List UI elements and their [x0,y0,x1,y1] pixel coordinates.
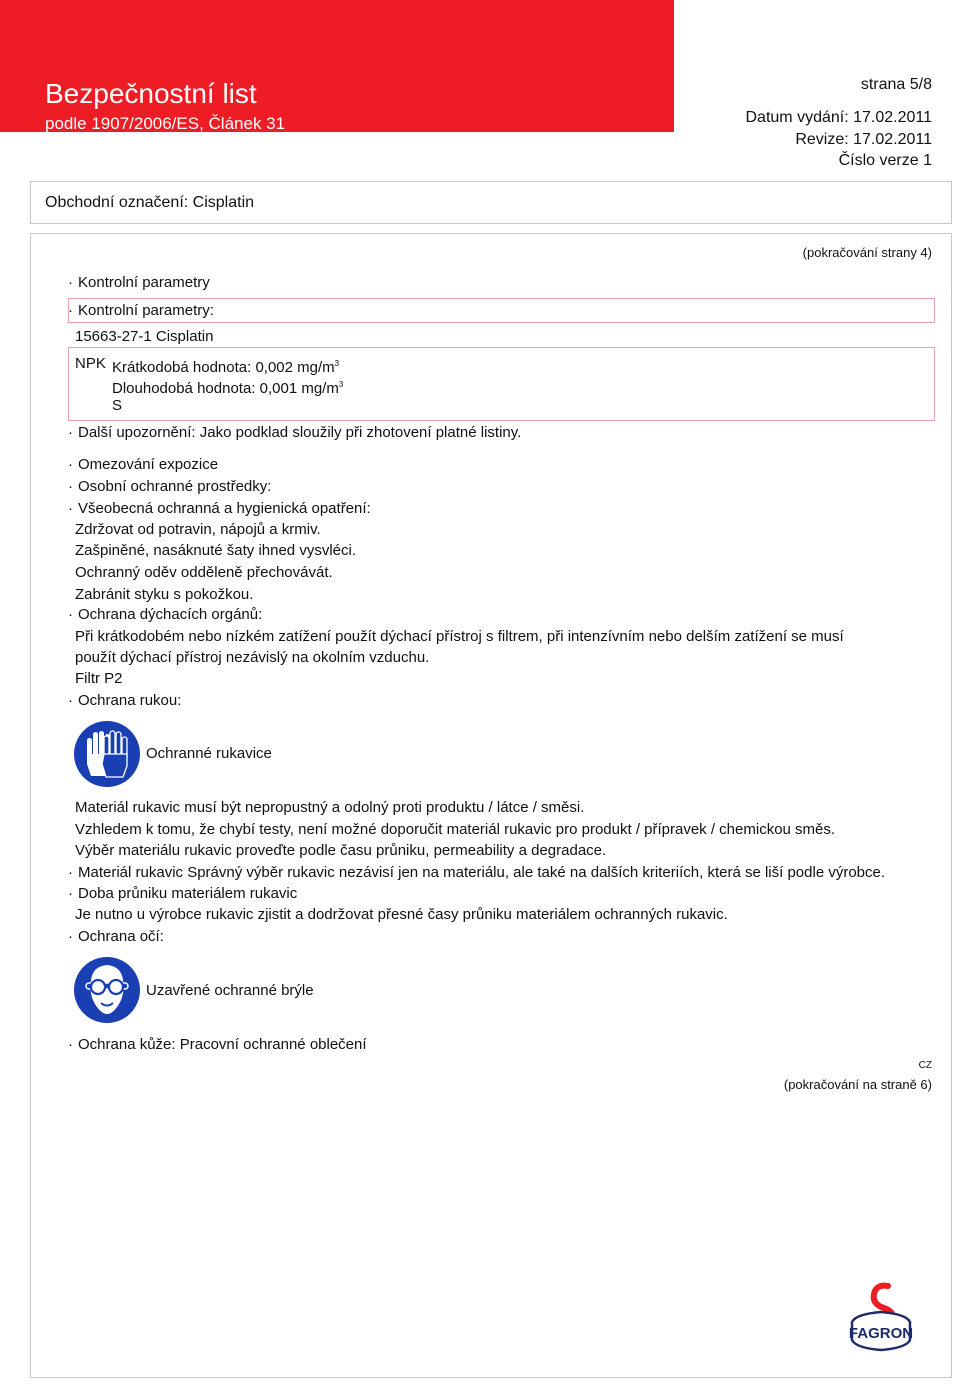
further-notes: · Další upozornění: Jako podklad sloužily při zhotovení platné listiny. [68,424,522,441]
hand-protection-heading: · Ochrana rukou: [68,692,182,709]
hygiene-item: Zašpiněné, nasáknuté šaty ihned vysvléci. [75,542,356,559]
control-parameters-heading: · Kontrolní parametry [68,274,210,291]
hand-text: Vzhledem k tomu, že chybí testy, není možné doporučit materiál rukavic pro produkt / přípravek / chemickou směs. [75,821,836,838]
header-banner [0,0,674,132]
country-code: CZ [918,1060,932,1071]
note-s: S [112,397,123,414]
continuation-next: (pokračování na straně 6) [783,1077,932,1092]
fagron-logo [836,1278,926,1368]
respiratory-text: Při krátkodobém nebo nízkém zatížení použít dýchací přístroj s filtrem, při intenzívním nebo delším zatížení se musí [75,628,844,645]
gloves-icon [73,720,141,788]
respiratory-filter: Filtr P2 [75,670,123,687]
substance-id: 15663-27-1 Cisplatin [75,328,214,345]
hygiene-item: Zabránit styku s pokožkou. [75,586,254,603]
respiratory-heading: · Ochrana dýchacích orgánů: [68,606,263,623]
penetration-text: Je nutno u výrobce rukavic zjistit a dodržovat přesné časy průniku materiálem ochranných rukavic. [75,906,728,923]
hand-text: Materiál rukavic musí být nepropustný a odolný proti produktu / látce / směsi. [75,799,585,816]
svg-text:FAGRON: FAGRON [848,1325,914,1342]
goggles-caption: Uzavřené ochranné brýle [146,982,314,999]
page-number: strana 5/8 [860,76,932,93]
hygiene-item: Ochranný oděv odděleně přechovávát. [75,564,333,581]
short-term-value: Krátkodobá hodnota: 0,002 $mg/m^3$ [112,359,340,376]
continuation-previous: (pokračování strany 4) [802,245,932,260]
npk-label: NPK [75,355,106,372]
respiratory-text-2: použít dýchací přístroj nezávislý na okolním vzduchu. [75,649,430,666]
penetration-heading: · Doba průniku materiálem rukavic [68,885,298,902]
revision-date: Revize: 17.02.2011 [795,131,932,148]
exposure-heading: · Omezování expozice [68,456,219,473]
document-regulation: podle 1907/2006/ES, Článek 31 [45,114,286,133]
gloves-caption: Ochranné rukavice [146,745,272,762]
hand-text: Výběr materiálu rukavic proveďte podle času průniku, permeability a degradace. [75,842,607,859]
eye-protection-heading: · Ochrana očí: [68,928,164,945]
control-parameters-subheading: · Kontrolní parametry: [68,302,214,319]
trade-name: Obchodní označení: Cisplatin [45,194,255,211]
version-number: Číslo verze 1 [838,152,932,169]
glove-material: · Materiál rukavic Správný výběr rukavic nezávisí jen na materiálu, ale také na dalších kriteriích, která se liší podle výrobce. [68,864,886,881]
issue-date: Datum vydání: 17.02.2011 [745,109,932,126]
long-term-value: Dlouhodobá hodnota: 0,001 $mg/m^3$ [112,380,344,397]
ppe-heading: · Osobní ochranné prostředky: [68,478,272,495]
goggles-icon [73,956,141,1024]
hygiene-item: Zdržovat od potravin, nápojů a krmiv. [75,521,321,538]
hygiene-heading: · Všeobecná ochranná a hygienická opatření: [68,500,371,517]
document-title: Bezpečnostní list [45,78,257,109]
skin-protection: · Ochrana kůže: Pracovní ochranné oblečení [68,1036,367,1053]
